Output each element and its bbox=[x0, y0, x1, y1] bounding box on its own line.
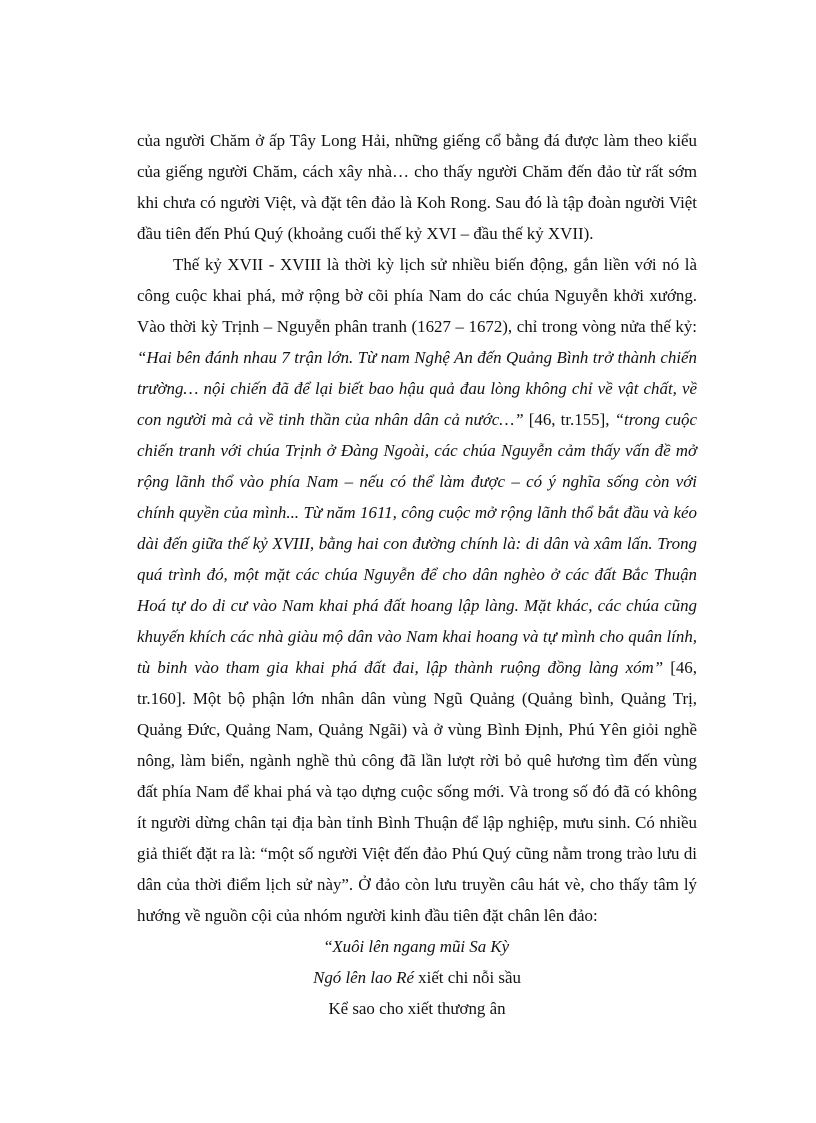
body-text bbox=[137, 125, 697, 1024]
citation-2: [46, tr.160]. bbox=[137, 658, 697, 708]
verse-line-1 bbox=[137, 931, 697, 962]
verse-line-1-text: Xuôi lên ngang mũi Sa Kỳ bbox=[332, 937, 510, 956]
paragraph-2-intro: Thế kỷ XVII - XVIII là thời kỳ lịch sử nhiều biến động, gắn liền với nó là công cuộc khai phá, mở rộng bờ cõi phía Nam do các chúa Nguyễn khởi xướng. Vào thời kỳ Trịnh – Nguyễn phân tranh (1627 – 1672), chỉ trong vòng nửa thế kỷ: bbox=[137, 255, 697, 336]
quote-southward-expansion: “trong cuộc chiến tranh với chúa Trịnh ở Đàng Ngoài, các chúa Nguyễn cảm thấy vấn đề mở rộng lãnh thổ vào phía Nam – nếu có thể làm được – có ý nghĩa sống còn với chính quyền của mình... Từ năm 1611, công cuộc mở rộng lãnh thổ bắt đầu và kéo dài đến giữa thế kỷ XVIII, bằng hai con đường chính là: di dân và xâm lấn. Trong quá trình đó, một mặt các chúa Nguyễn để cho dân nghèo ở các đất Bắc Thuận Hoá tự do di cư vào Nam khai phá đất hoang lập làng. Mặt khác, các chúa cũng khuyến khích các nhà giàu mộ dân vào Nam khai hoang và tự mình cho quân lính, tù binh vào tham gia khai phá đất đai, lập thành ruộng đồng làng xóm” bbox=[137, 410, 698, 677]
verse-line-3: Kể sao cho xiết thương ân bbox=[328, 999, 506, 1018]
quote-civil-war: “Hai bên đánh nhau 7 trận lớn. Từ nam Nghệ An đến Quảng Bình trở thành chiến trường… nội chiến đã để lại biết bao hậu quả đau lòng không chỉ về vật chất, về con người mà cả về tinh thần của nhân dân cả nước…” bbox=[137, 348, 697, 429]
verse-line-2-rest: xiết chi nỗi sầu bbox=[413, 968, 521, 987]
verse-open-quote: “ bbox=[324, 937, 333, 956]
paragraph-1-text: của người Chăm ở ấp Tây Long Hải, những giếng cổ bằng đá được làm theo kiểu của giếng người Chăm, cách xây nhà… cho thấy người Chăm đến đảo từ rất sớm khi chưa có người Việt, và đặt tên đảo là Koh Rong. Sau đó là tập đoàn người Việt đầu tiên đến Phú Quý (khoảng cuối thế kỷ XVI – đầu thế kỷ XVII). bbox=[137, 131, 697, 243]
paragraph-2 bbox=[137, 249, 697, 931]
citation-1: [46, tr.155], bbox=[523, 410, 615, 429]
verse-line-2-italic: Ngó lên lao Ré bbox=[313, 968, 414, 987]
paragraph-1 bbox=[137, 125, 697, 249]
folk-verse bbox=[137, 931, 697, 1024]
paragraph-2-rest: Một bộ phận lớn nhân dân vùng Ngũ Quảng (Quảng bình, Quảng Trị, Quảng Đức, Quảng Nam, Quảng Ngãi) và ở vùng Bình Định, Phú Yên giỏi nghề nông, làm biển, ngành nghề thủ công đã lần lượt rời bỏ quê hương tìm đến vùng đất phía Nam để khai phá và tạo dựng cuộc sống mới. Và trong số đó đã có không ít người dừng chân tại địa bàn tỉnh Bình Thuận để lập nghiệp, mưu sinh. Có nhiều giả thiết đặt ra là: “một số người Việt đến đảo Phú Quý cũng nằm trong trào lưu di dân của thời điểm lịch sử này”. Ở đảo còn lưu truyền câu hát vè, cho thấy tâm lý hướng về nguồn cội của nhóm người kinh đầu tiên đặt chân lên đảo: bbox=[137, 689, 697, 925]
verse-line-2 bbox=[137, 962, 697, 993]
